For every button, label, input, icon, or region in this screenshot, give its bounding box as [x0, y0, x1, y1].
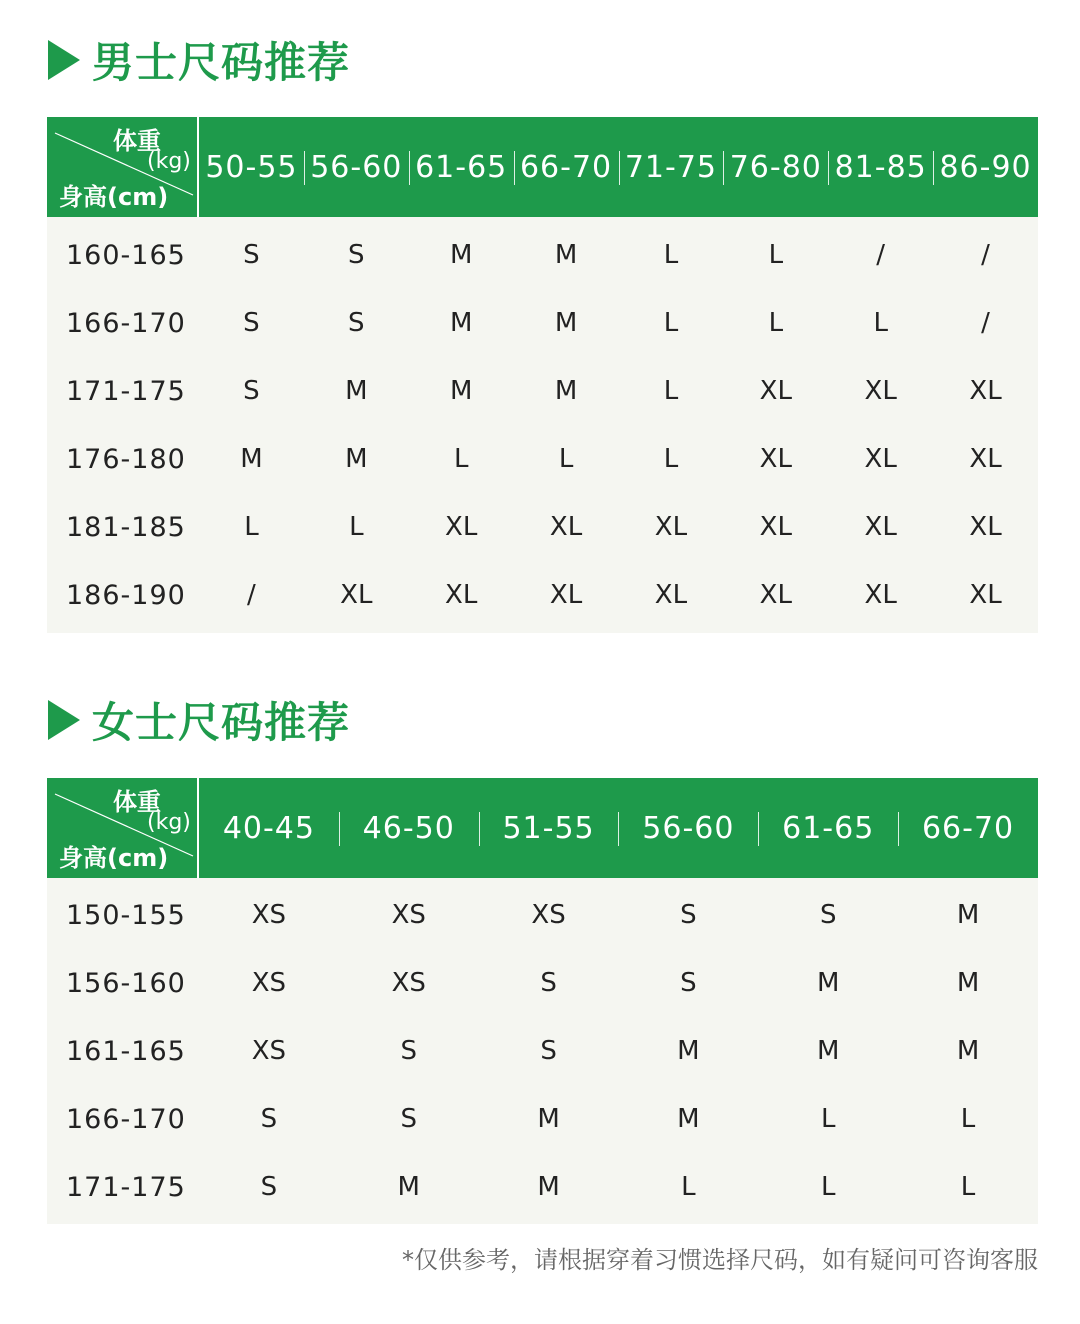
weight-header: 71-75	[619, 117, 724, 217]
size-cell: XL	[864, 376, 897, 406]
weight-header: 40-45	[222, 810, 315, 846]
size-cell: /	[981, 240, 990, 270]
women-section-title	[48, 690, 350, 750]
size-cell: XL	[654, 580, 688, 610]
size-cell: XL	[969, 376, 1002, 406]
height-range: 171-175	[66, 1171, 186, 1203]
table-row	[47, 561, 1038, 629]
size-cell: M	[345, 376, 368, 406]
size-cell: XS	[251, 900, 287, 930]
size-cell: M	[817, 968, 840, 998]
size-cell: /	[247, 580, 256, 610]
weight-header: 56-60	[618, 778, 758, 878]
size-cell: XL	[549, 512, 583, 542]
size-cell: M	[554, 308, 578, 338]
table-row	[47, 289, 1038, 357]
size-cell: XL	[654, 512, 688, 542]
women-table-body	[47, 878, 1038, 1224]
size-cell: S	[680, 968, 697, 998]
height-range: 181-185	[66, 511, 186, 543]
size-cell: L	[663, 240, 679, 270]
size-cell: M	[817, 1036, 840, 1066]
size-cell: L	[663, 376, 679, 406]
size-cell: L	[453, 444, 469, 474]
play-triangle-icon	[48, 700, 80, 740]
table-row	[47, 949, 1038, 1017]
weight-label: 体重	[113, 127, 161, 155]
size-cell: XL	[969, 444, 1002, 474]
weight-unit-label: (kg)	[147, 810, 191, 835]
height-range: 166-170	[66, 307, 186, 339]
size-cell: S	[400, 1104, 417, 1134]
size-cell: L	[681, 1172, 696, 1202]
height-range: 176-180	[66, 443, 186, 475]
height-range: 161-165	[66, 1035, 186, 1067]
size-cell: L	[768, 240, 784, 270]
height-range: 150-155	[66, 899, 186, 931]
size-cell: M	[956, 1036, 980, 1066]
size-cell: XL	[340, 580, 373, 610]
height-label: 身高(cm)	[59, 844, 169, 872]
table-row	[47, 1153, 1038, 1221]
size-cell: L	[244, 512, 259, 542]
size-cell: S	[400, 1036, 417, 1066]
size-cell: L	[349, 512, 364, 542]
size-cell: L	[768, 308, 784, 338]
weight-header: 61-65	[758, 778, 898, 878]
size-cell: M	[449, 240, 473, 270]
size-cell: S	[243, 376, 260, 406]
size-cell: M	[956, 968, 980, 998]
height-range: 160-165	[66, 239, 186, 271]
size-cell: XL	[864, 512, 897, 542]
size-cell: M	[537, 1172, 560, 1202]
weight-header: 51-55	[479, 778, 619, 878]
size-cell: M	[449, 308, 473, 338]
size-cell: M	[345, 444, 368, 474]
size-cell: XS	[531, 900, 566, 930]
size-cell: L	[820, 1172, 836, 1202]
weight-header: 66-70	[898, 778, 1038, 878]
men-section-title	[48, 30, 350, 90]
women-corner-cell	[47, 778, 199, 878]
height-range: 186-190	[66, 579, 186, 611]
size-cell: XS	[251, 968, 287, 998]
footnote: *仅供参考，请根据穿着习惯选择尺码，如有疑问可咨询客服	[402, 1246, 1038, 1274]
weight-label: 体重	[113, 788, 161, 816]
size-cell: XL	[969, 512, 1002, 542]
size-cell: XL	[864, 444, 897, 474]
size-cell: L	[820, 1104, 836, 1134]
size-cell: S	[260, 1104, 278, 1134]
size-cell: M	[397, 1172, 420, 1202]
women-title: 女士尺码推荐	[92, 698, 351, 747]
size-cell: XL	[969, 580, 1002, 610]
men-table-body	[47, 217, 1038, 633]
height-range: 166-170	[66, 1103, 186, 1135]
size-cell: M	[449, 376, 473, 406]
weight-header: 50-55	[205, 149, 298, 185]
size-cell: L	[960, 1172, 976, 1202]
size-cell: /	[876, 240, 886, 270]
size-cell: XL	[759, 580, 792, 610]
table-row	[47, 221, 1038, 289]
table-row	[47, 1017, 1038, 1085]
size-cell: XS	[391, 900, 426, 930]
size-cell: XL	[864, 580, 897, 610]
size-cell: L	[558, 444, 574, 474]
size-cell: XS	[251, 1036, 287, 1066]
weight-header: 46-50	[339, 778, 479, 878]
table-row	[47, 1085, 1038, 1153]
weight-header: 76-80	[723, 117, 828, 217]
size-cell: M	[240, 444, 263, 474]
size-cell: S	[819, 900, 837, 930]
size-cell: L	[960, 1104, 976, 1134]
size-cell: S	[348, 240, 365, 270]
men-size-table	[47, 117, 1038, 633]
weight-header: 56-60	[304, 117, 409, 217]
weight-header: 81-85	[828, 117, 933, 217]
size-cell: /	[981, 308, 990, 338]
size-cell: L	[873, 308, 888, 338]
weight-header: 66-70	[514, 117, 619, 217]
play-triangle-icon	[48, 40, 80, 80]
weight-header: 61-65	[409, 117, 514, 217]
size-cell: XL	[445, 580, 478, 610]
size-cell: M	[956, 900, 980, 930]
size-cell: S	[680, 900, 697, 930]
size-cell: M	[554, 240, 578, 270]
size-cell: XL	[549, 580, 583, 610]
women-size-table	[47, 778, 1038, 1224]
weight-header: 86-90	[933, 117, 1038, 217]
size-cell: S	[540, 968, 557, 998]
table-row	[47, 425, 1038, 493]
men-table-header	[47, 117, 1038, 217]
size-cell: S	[348, 308, 365, 338]
table-row	[47, 493, 1038, 561]
size-cell: XL	[759, 376, 792, 406]
men-corner-cell	[47, 117, 199, 217]
height-range: 171-175	[66, 375, 186, 407]
size-cell: XL	[759, 444, 792, 474]
women-table-header	[47, 778, 1038, 878]
size-cell: XL	[445, 512, 478, 542]
size-cell: M	[677, 1104, 700, 1134]
table-row	[47, 357, 1038, 425]
size-cell: S	[260, 1172, 278, 1202]
height-range: 156-160	[66, 967, 186, 999]
weight-unit-label: (kg)	[147, 149, 191, 174]
height-label: 身高(cm)	[59, 183, 169, 211]
size-cell: S	[540, 1036, 557, 1066]
size-cell: M	[537, 1104, 560, 1134]
size-cell: L	[663, 444, 679, 474]
size-cell: XL	[759, 512, 792, 542]
size-cell: M	[677, 1036, 700, 1066]
table-row	[47, 881, 1038, 949]
size-cell: M	[554, 376, 578, 406]
size-cell: L	[663, 308, 679, 338]
size-cell: S	[243, 308, 260, 338]
size-cell: S	[243, 240, 260, 270]
size-cell: XS	[391, 968, 426, 998]
men-title: 男士尺码推荐	[92, 38, 351, 87]
